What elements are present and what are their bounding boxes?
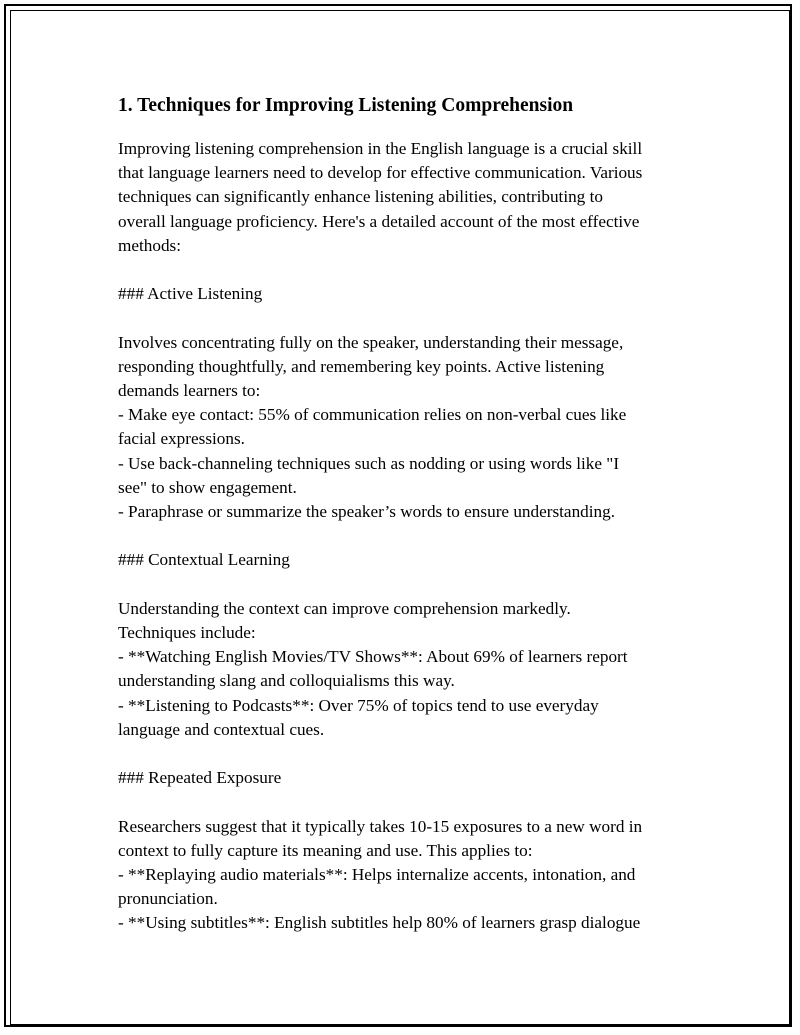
intro-line: overall language proficiency. Here's a detailed account of the most effective xyxy=(118,211,640,231)
section-paragraph-contextual-learning xyxy=(118,597,690,742)
paragraph-line: context to fully capture its meaning and use. This applies to: xyxy=(118,840,533,860)
section-paragraph-repeated-exposure xyxy=(118,815,690,936)
paragraph-line: - Use back-channeling techniques such as nodding or using words like "I xyxy=(118,453,620,473)
intro-line: that language learners need to develop for effective communication. Various xyxy=(118,163,643,183)
section-paragraph-active-listening xyxy=(118,331,690,525)
document-body xyxy=(118,92,690,960)
paragraph-line: - **Using subtitles**: English subtitles help 80% of learners grasp dialogue xyxy=(118,913,641,933)
intro-line: Improving listening comprehension in the English language is a crucial skill xyxy=(118,139,643,158)
paragraph-line: pronunciation. xyxy=(118,889,218,909)
intro-line: methods: xyxy=(118,235,182,255)
paragraph-line: Researchers suggest that it typically takes 10-15 exposures to a new word in xyxy=(118,816,643,836)
intro-line: techniques can significantly enhance listening abilities, contributing to xyxy=(118,187,603,207)
paragraph-line: Understanding the context can improve comprehension markedly. xyxy=(118,598,571,618)
paragraph-line: facial expressions. xyxy=(118,429,245,449)
paragraph-line: see" to show engagement. xyxy=(118,477,297,497)
paragraph-line: - Make eye contact: 55% of communication relies on non-verbal cues like xyxy=(118,405,627,425)
paragraph-line: Involves concentrating fully on the speaker, understanding their message, xyxy=(118,332,624,352)
paragraph-line: language and contextual cues. xyxy=(118,719,325,739)
section-heading-active-listening: ### Active Listening xyxy=(118,284,263,304)
document-title: 1. Techniques for Improving Listening Comprehension xyxy=(118,95,574,116)
paragraph-line: - **Replaying audio materials**: Helps internalize accents, intonation, and xyxy=(118,865,636,884)
paragraph-line: - **Watching English Movies/TV Shows**: About 69% of learners report xyxy=(118,647,628,667)
intro-paragraph xyxy=(118,137,690,258)
paragraph-line: Techniques include: xyxy=(118,623,256,642)
paragraph-line: - Paraphrase or summarize the speaker’s words to ensure understanding. xyxy=(118,502,616,522)
section-heading-contextual-learning: ### Contextual Learning xyxy=(118,550,290,570)
paragraph-line: - **Listening to Podcasts**: Over 75% of topics tend to use everyday xyxy=(118,695,599,715)
paragraph-line: responding thoughtfully, and remembering key points. Active listening xyxy=(118,356,605,376)
section-heading-repeated-exposure: ### Repeated Exposure xyxy=(118,768,282,788)
paragraph-line: demands learners to: xyxy=(118,381,261,400)
paragraph-line: understanding slang and colloquialisms this way. xyxy=(118,671,455,691)
